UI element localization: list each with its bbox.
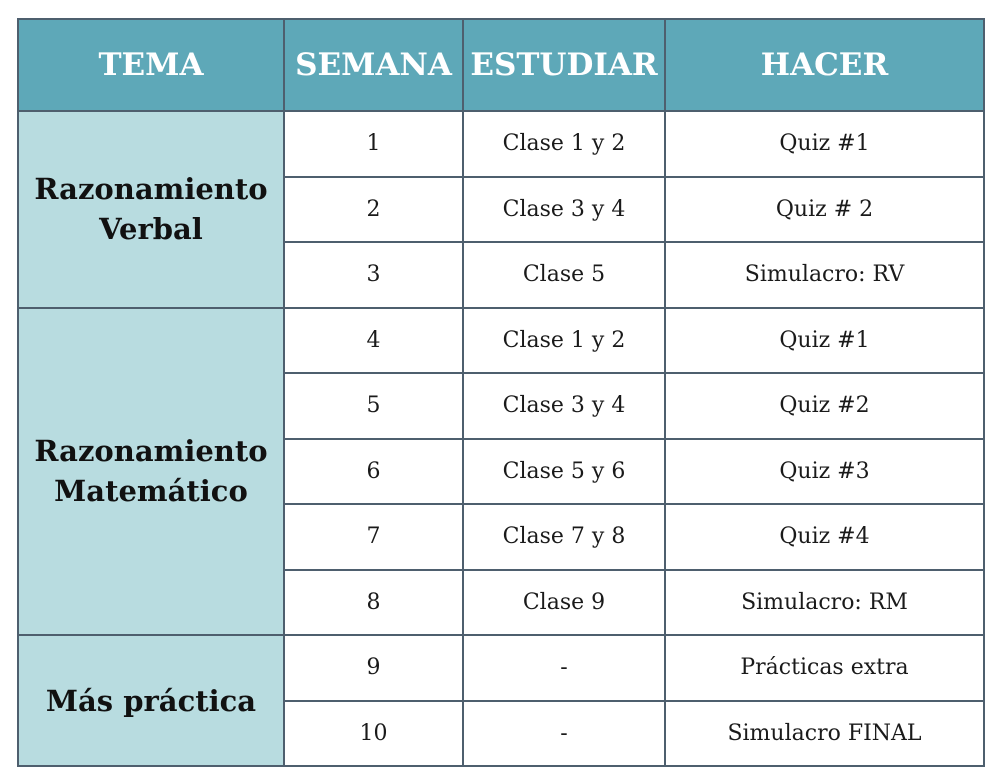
semana-cell: 2 [284,177,463,243]
hacer-cell: Quiz #3 [665,439,984,505]
estudiar-cell: Clase 3 y 4 [463,373,665,439]
estudiar-cell: Clase 1 y 2 [463,111,665,177]
header-estudiar: ESTUDIAR [463,19,665,111]
estudiar-cell: - [463,701,665,767]
table-row [18,111,984,177]
hacer-cell: Prácticas extra [665,635,984,701]
semana-cell: 8 [284,570,463,636]
semana-cell: 9 [284,635,463,701]
topic-line: Matemático [54,474,248,509]
header-hacer: HACER [665,19,984,111]
hacer-cell: Quiz #2 [665,373,984,439]
header-tema: TEMA [18,19,284,111]
table-row [18,308,984,374]
study-schedule-table [17,18,985,767]
estudiar-cell: Clase 5 y 6 [463,439,665,505]
hacer-cell: Quiz #4 [665,504,984,570]
table-row [18,635,984,701]
hacer-cell: Simulacro: RV [665,242,984,308]
topic-line: Razonamiento [34,434,268,469]
semana-cell: 1 [284,111,463,177]
hacer-cell: Quiz # 2 [665,177,984,243]
topic-line: Verbal [99,212,203,247]
header-row [18,19,984,111]
hacer-cell: Quiz #1 [665,308,984,374]
semana-cell: 7 [284,504,463,570]
topic-mas-practica [18,635,284,766]
estudiar-cell: Clase 3 y 4 [463,177,665,243]
topic-razonamiento-verbal [18,111,284,308]
header-semana: SEMANA [284,19,463,111]
hacer-cell: Simulacro: RM [665,570,984,636]
semana-cell: 5 [284,373,463,439]
estudiar-cell: Clase 9 [463,570,665,636]
semana-cell: 4 [284,308,463,374]
semana-cell: 10 [284,701,463,767]
estudiar-cell: Clase 1 y 2 [463,308,665,374]
topic-razonamiento-matematico [18,308,284,636]
estudiar-cell: Clase 5 [463,242,665,308]
topic-line: Más práctica [45,683,257,718]
hacer-cell: Simulacro FINAL [665,701,984,767]
topic-line: Razonamiento [34,172,268,207]
hacer-cell: Quiz #1 [665,111,984,177]
semana-cell: 6 [284,439,463,505]
estudiar-cell: - [463,635,665,701]
semana-cell: 3 [284,242,463,308]
estudiar-cell: Clase 7 y 8 [463,504,665,570]
